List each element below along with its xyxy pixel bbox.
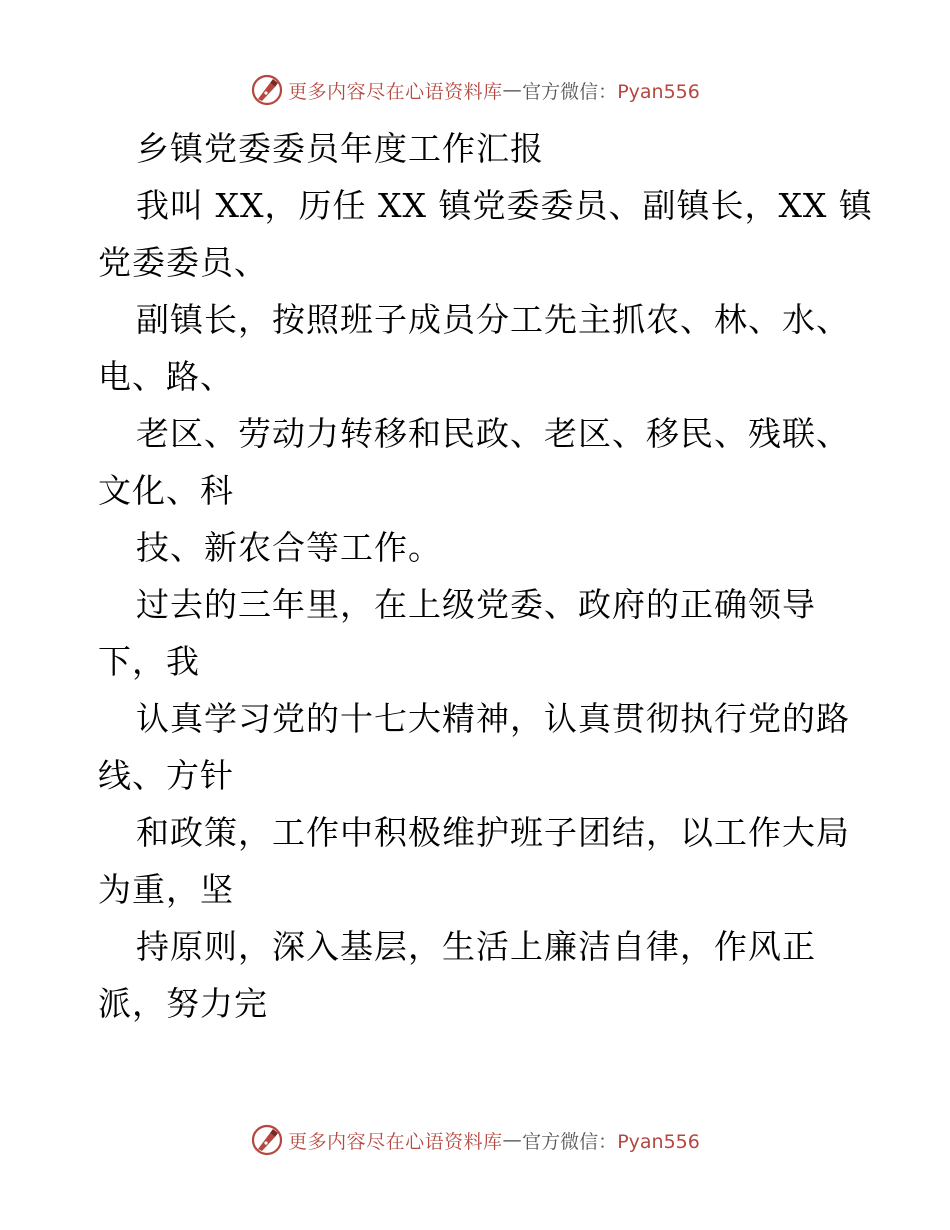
paragraph-line: 老区、劳动力转移和民政、老区、移民、残联、: [136, 414, 850, 453]
watermark-text: 更多内容尽在心语资料库: [288, 80, 503, 103]
paragraph-line: 电、路、: [98, 357, 234, 396]
paragraph-line: 过去的三年里，在上级党委、政府的正确领导: [136, 585, 816, 624]
paragraph-line: 下，我: [98, 642, 200, 681]
paragraph-line: 认真学习党的十七大精神，认真贯彻执行党的路: [136, 699, 850, 738]
pen-nib-logo-icon: [250, 1123, 284, 1157]
document-title: 乡镇党委委员年度工作汇报: [136, 129, 544, 168]
paragraph-line: 线、方针: [98, 756, 234, 795]
document-body: [98, 120, 873, 1032]
paragraph-line: 技、新农合等工作。: [136, 528, 442, 567]
wechat-label: 官方微信：: [522, 80, 618, 103]
wechat-id: Pyan556: [617, 80, 700, 103]
paragraph-line: 我叫 XX，历任 XX 镇党委委员、副镇长，XX 镇: [136, 186, 873, 225]
paragraph-line: 持原则，深入基层，生活上廉洁自律，作风正: [136, 927, 816, 966]
paragraph-line: 派，努力完: [98, 984, 268, 1023]
watermark-dash: —: [502, 79, 523, 101]
wechat-label: 官方微信：: [522, 1130, 618, 1153]
paragraph-line: 和政策，工作中积极维护班子团结，以工作大局: [136, 813, 850, 852]
watermark-dash: —: [502, 1129, 523, 1151]
footer-watermark-banner: [0, 1120, 950, 1160]
watermark-text: 更多内容尽在心语资料库: [288, 1130, 503, 1153]
paragraph-line: 党委委员、: [98, 243, 268, 282]
paragraph-line: 文化、科: [98, 471, 234, 510]
paragraph-line: 副镇长，按照班子成员分工先主抓农、林、水、: [136, 300, 850, 339]
paragraph-line: 为重，坚: [98, 870, 234, 909]
wechat-id: Pyan556: [617, 1130, 700, 1153]
pen-nib-logo-icon: [250, 73, 284, 107]
header-watermark-banner: [0, 70, 950, 110]
